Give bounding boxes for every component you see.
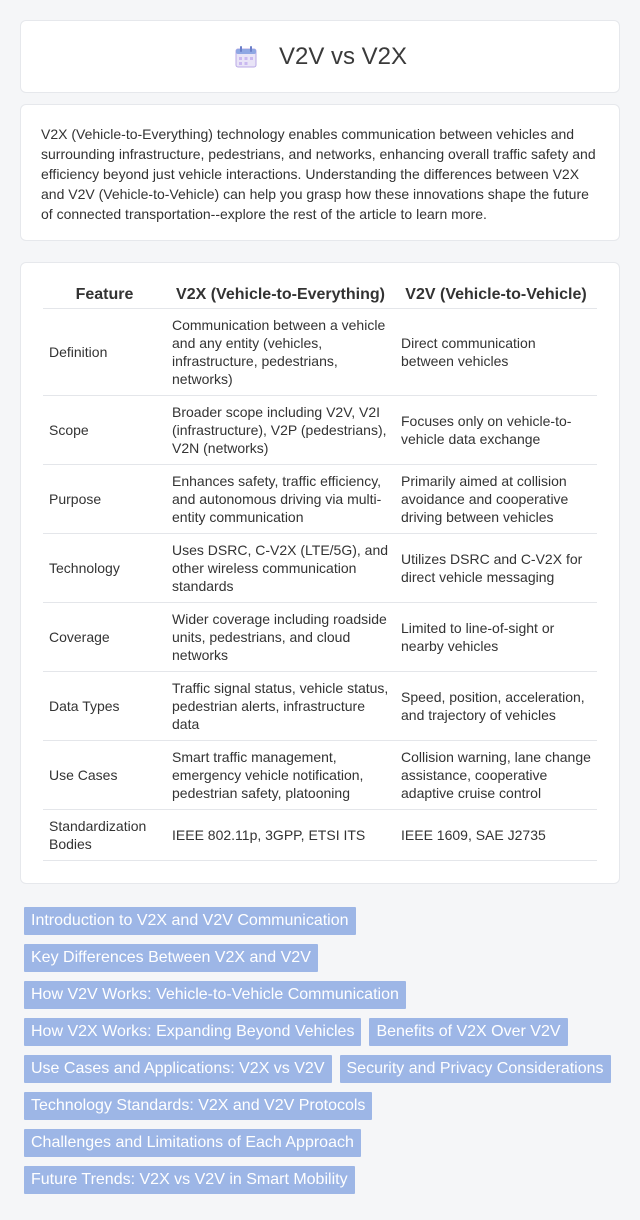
- row-v2x: Traffic signal status, vehicle status, pedestrian alerts, infrastructure data: [166, 672, 395, 741]
- row-feature: Scope: [43, 396, 166, 465]
- table-row: [43, 741, 597, 810]
- row-feature: Coverage: [43, 603, 166, 672]
- row-v2v: Collision warning, lane change assistance, cooperative adaptive cruise control: [395, 741, 597, 810]
- topic-link-how-v2x-works[interactable]: How V2X Works: Expanding Beyond Vehicles: [24, 1018, 361, 1046]
- table-row: [43, 465, 597, 534]
- topic-link-how-v2v-works[interactable]: How V2V Works: Vehicle-to-Vehicle Communication: [24, 981, 406, 1009]
- header-feature: Feature: [43, 280, 166, 309]
- row-v2v: Speed, position, acceleration, and trajectory of vehicles: [395, 672, 597, 741]
- intro-paragraph: V2X (Vehicle-to-Everything) technology enables communication between vehicles and surrounding infrastructure, pedestrians, and networks, enhancing overall traffic safety and efficiency beyond just vehicle interactions. Understanding the differences between V2X and V2V (Vehicle-to-Vehicle) can help you grasp how these innovations shape the future of connected transportation--explore the rest of the article to learn more.: [41, 126, 596, 222]
- row-v2x: Broader scope including V2V, V2I (infrastructure), V2P (pedestrians), V2N (networks): [166, 396, 395, 465]
- row-feature: Standardization Bodies: [43, 810, 166, 861]
- calendar-icon: [233, 44, 259, 70]
- topic-link-security[interactable]: Security and Privacy Considerations: [340, 1055, 611, 1083]
- topic-link-use-cases[interactable]: Use Cases and Applications: V2X vs V2V: [24, 1055, 332, 1083]
- row-v2x: Communication between a vehicle and any entity (vehicles, infrastructure, pedestrians, networks): [166, 309, 395, 396]
- row-feature: Use Cases: [43, 741, 166, 810]
- header-v2v: V2V (Vehicle-to-Vehicle): [395, 280, 597, 309]
- row-feature: Definition: [43, 309, 166, 396]
- table-row: [43, 534, 597, 603]
- table-row: [43, 603, 597, 672]
- page-title-text: V2V vs V2X: [278, 42, 408, 70]
- table-row: [43, 810, 597, 861]
- topic-link-future-trends[interactable]: Future Trends: V2X vs V2V in Smart Mobility: [24, 1166, 355, 1194]
- topic-links: [24, 907, 620, 1194]
- row-v2x: IEEE 802.11p, 3GPP, ETSI ITS: [166, 810, 395, 861]
- row-v2v: Focuses only on vehicle-to-vehicle data exchange: [395, 396, 597, 465]
- row-v2v: IEEE 1609, SAE J2735: [395, 810, 597, 861]
- row-v2x: Wider coverage including roadside units, pedestrians, and cloud networks: [166, 603, 395, 672]
- topic-link-key-differences[interactable]: Key Differences Between V2X and V2V: [24, 944, 318, 972]
- title-card: [20, 20, 620, 93]
- table-header-row: [43, 280, 597, 309]
- row-feature: Purpose: [43, 465, 166, 534]
- row-v2x: Enhances safety, traffic efficiency, and autonomous driving via multi-entity communication: [166, 465, 395, 534]
- topic-link-challenges[interactable]: Challenges and Limitations of Each Approach: [24, 1129, 361, 1157]
- intro-card: [20, 104, 620, 241]
- comparison-card: [20, 262, 620, 884]
- row-feature: Technology: [43, 534, 166, 603]
- row-v2v: Utilizes DSRC and C-V2X for direct vehicle messaging: [395, 534, 597, 603]
- header-v2x: V2X (Vehicle-to-Everything): [166, 280, 395, 309]
- comparison-table: [43, 280, 597, 861]
- page-title: [233, 43, 407, 71]
- row-v2x: Uses DSRC, C-V2X (LTE/5G), and other wireless communication standards: [166, 534, 395, 603]
- row-v2v: Primarily aimed at collision avoidance and cooperative driving between vehicles: [395, 465, 597, 534]
- row-v2v: Direct communication between vehicles: [395, 309, 597, 396]
- topic-link-introduction[interactable]: Introduction to V2X and V2V Communication: [24, 907, 356, 935]
- table-row: [43, 672, 597, 741]
- table-row: [43, 396, 597, 465]
- row-feature: Data Types: [43, 672, 166, 741]
- row-v2x: Smart traffic management, emergency vehicle notification, pedestrian safety, platooning: [166, 741, 395, 810]
- row-v2v: Limited to line-of-sight or nearby vehicles: [395, 603, 597, 672]
- topic-link-benefits[interactable]: Benefits of V2X Over V2V: [369, 1018, 567, 1046]
- topic-link-standards[interactable]: Technology Standards: V2X and V2V Protocols: [24, 1092, 372, 1120]
- table-row: [43, 309, 597, 396]
